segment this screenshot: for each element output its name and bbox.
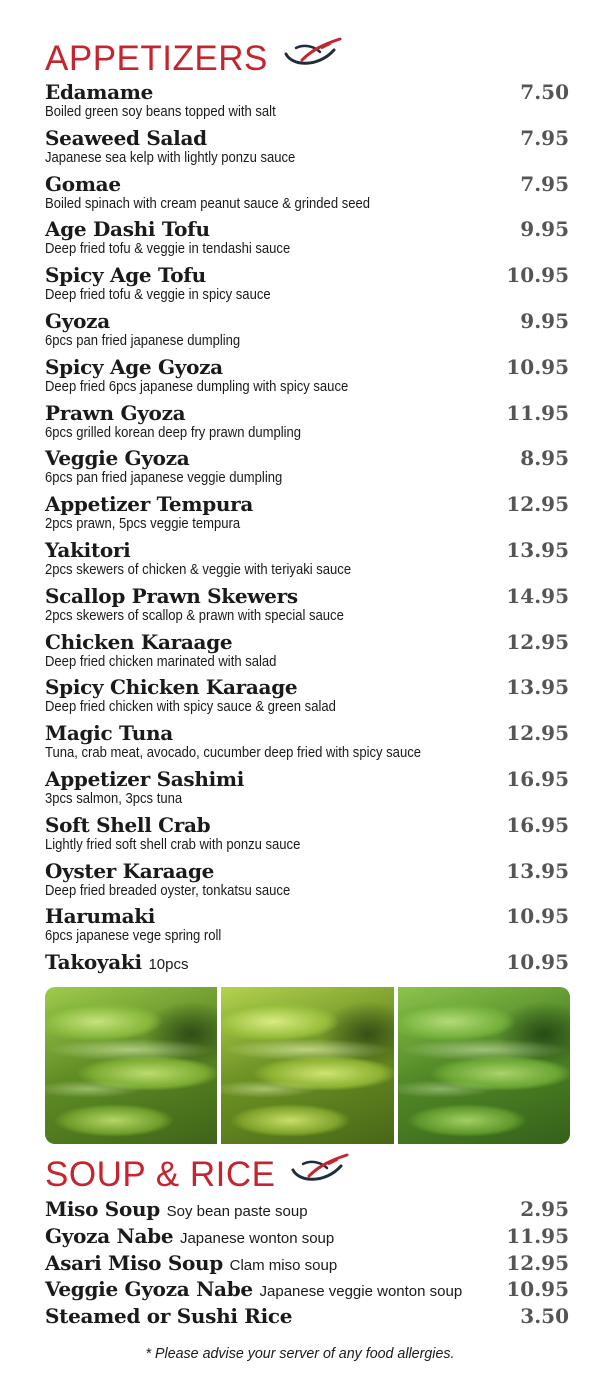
menu-item [45,721,569,767]
menu-item [45,1251,569,1278]
item-name-text: Magic Tuna [45,721,173,746]
item-description: Deep fried chicken with spicy sauce & green salad [45,699,336,716]
item-price: 13.95 [506,675,569,700]
item-price: 11.95 [506,1223,569,1248]
item-name-text: Oyster Karaage [45,858,215,883]
item-price: 16.95 [506,766,569,791]
menu-item [45,767,569,813]
item-price: 13.95 [506,858,569,883]
item-name [45,904,569,928]
item-name [45,355,569,379]
item-name [45,859,569,883]
item-name [45,584,569,608]
item-description: Deep fried 6pcs japanese dumpling with spicy sauce [45,378,349,395]
item-name-text: Takoyaki [45,950,142,975]
item-name [45,263,569,287]
item-price: 3.50 [520,1304,569,1329]
item-price: 11.95 [506,400,569,425]
item-price: 2.95 [520,1197,569,1221]
item-price: 9.95 [520,308,569,333]
item-inline-description: 10pcs [148,956,189,974]
item-name [45,630,569,654]
menu-item [45,217,569,263]
item-name [45,172,569,196]
item-description: Deep fried tofu & veggie in tendashi sauce [45,241,291,258]
item-inline-description: Japanese veggie wonton soup [259,1283,463,1301]
item-inline-description: Soy bean paste soup [166,1203,308,1220]
brush-swoosh-logo-icon [282,36,344,81]
menu-item [45,904,569,950]
item-description: Deep fried chicken marinated with salad [45,653,277,670]
item-description: 6pcs pan fried japanese veggie dumpling [45,470,283,487]
item-name-text: Seaweed Salad [45,125,207,150]
item-name-text: Spicy Age Gyoza [45,354,223,379]
item-name [45,1197,569,1224]
menu-item [45,859,569,905]
item-description: 6pcs grilled korean deep fry prawn dumpling [45,424,302,441]
item-price: 10.95 [506,263,569,288]
item-description: 3pcs salmon, 3pcs tuna [45,790,183,807]
menu-item [45,126,569,172]
item-description: 6pcs pan fried japanese dumpling [45,332,241,349]
item-description: 2pcs skewers of scallop & prawn with special sauce [45,607,344,624]
menu-item [45,950,569,978]
item-name [45,492,569,516]
item-name [45,1251,569,1278]
edamame-photo-panel-1 [45,987,217,1144]
menu-item [45,675,569,721]
item-price: 9.95 [520,217,569,242]
menu-item [45,172,569,218]
menu-item [45,401,569,447]
item-description: Deep fried breaded oyster, tonkatsu sauce [45,882,291,899]
item-name [45,126,569,150]
item-price: 13.95 [506,537,569,562]
item-inline-description: Clam miso soup [229,1256,338,1274]
item-price: 12.95 [506,721,569,746]
menu-item [45,584,569,630]
menu-item [45,630,569,676]
item-price: 10.95 [506,904,569,929]
menu-item [45,1224,569,1251]
allergy-note: * Please advise your server of any food allergies. [145,1345,455,1362]
item-name-text: Prawn Gyoza [45,400,186,425]
item-description: Boiled green soy beans topped with salt [45,104,276,120]
item-price: 10.95 [506,950,569,975]
soup-title: SOUP & RICE [45,1154,276,1194]
item-description: Boiled spinach with cream peanut sauce & grinded seed [45,195,371,212]
item-name [45,1277,569,1304]
soup-list [45,1197,569,1331]
item-description: Deep fried tofu & veggie in spicy sauce [45,287,271,304]
menu-item [45,309,569,355]
item-name-text: Yakitori [45,537,131,562]
item-price: 7.50 [520,80,569,104]
item-price: 7.95 [520,125,569,150]
item-price: 14.95 [506,583,569,608]
menu-item [45,492,569,538]
item-inline-description: Japanese wonton soup [179,1229,335,1247]
edamame-photo-panel-3 [398,987,570,1144]
item-description: 2pcs skewers of chicken & veggie with teriyaki sauce [45,561,352,578]
item-name [45,401,569,425]
item-description: 6pcs japanese vege spring roll [45,928,222,945]
item-name-text: Steamed or Sushi Rice [45,1304,293,1329]
item-name-text: Chicken Karaage [45,629,233,654]
item-price: 16.95 [506,812,569,837]
item-name [45,80,569,104]
item-name-text: Gomae [45,171,121,196]
menu-item [45,1197,569,1224]
appetizers-heading [45,36,344,81]
menu-item [45,263,569,309]
item-name-text: Soft Shell Crab [45,812,211,837]
item-name [45,217,569,241]
menu-item [45,1304,569,1331]
item-name-text: Veggie Gyoza Nabe [45,1277,253,1302]
item-name [45,721,569,745]
item-name-text: Spicy Age Tofu [45,263,206,288]
item-name [45,309,569,333]
item-name-text: Gyoza Nabe [45,1223,174,1248]
item-price: 12.95 [506,1250,569,1275]
menu-item [45,446,569,492]
item-name-text: Age Dashi Tofu [45,217,210,242]
soup-heading [45,1152,351,1197]
item-description: 2pcs prawn, 5pcs veggie tempura [45,516,241,533]
item-name [45,1304,569,1328]
item-name [45,950,569,977]
item-price: 7.95 [520,171,569,196]
item-price: 12.95 [506,629,569,654]
item-price: 10.95 [506,354,569,379]
item-name-text: Edamame [45,80,154,104]
item-name-text: Appetizer Sashimi [45,766,245,791]
item-name-text: Spicy Chicken Karaage [45,675,298,700]
edamame-photo [45,987,570,1144]
item-price: 10.95 [506,1277,569,1302]
item-name-text: Veggie Gyoza [45,446,190,471]
appetizers-title: APPETIZERS [45,38,268,78]
item-name-text: Appetizer Tempura [45,492,254,517]
item-name-text: Miso Soup [45,1197,160,1221]
item-description: Lightly fried soft shell crab with ponzu sauce [45,836,301,853]
item-name-text: Scallop Prawn Skewers [45,583,298,608]
item-price: 12.95 [506,492,569,517]
edamame-photo-panel-2 [221,987,393,1144]
item-name [45,675,569,699]
item-description: Japanese sea kelp with lightly ponzu sauce [45,149,296,166]
item-name-text: Harumaki [45,904,156,929]
item-name [45,1224,569,1251]
menu-item [45,80,569,126]
item-price: 8.95 [520,446,569,471]
item-name [45,538,569,562]
item-name [45,813,569,837]
menu-item [45,1277,569,1304]
item-name [45,446,569,470]
menu-item [45,813,569,859]
menu-item [45,355,569,401]
item-name-text: Gyoza [45,308,110,333]
appetizers-list [45,80,569,978]
menu-item [45,538,569,584]
item-name [45,767,569,791]
item-description: Tuna, crab meat, avocado, cucumber deep fried with spicy sauce [45,745,421,762]
brush-swoosh-logo-icon [289,1152,351,1197]
item-name-text: Asari Miso Soup [45,1250,223,1275]
